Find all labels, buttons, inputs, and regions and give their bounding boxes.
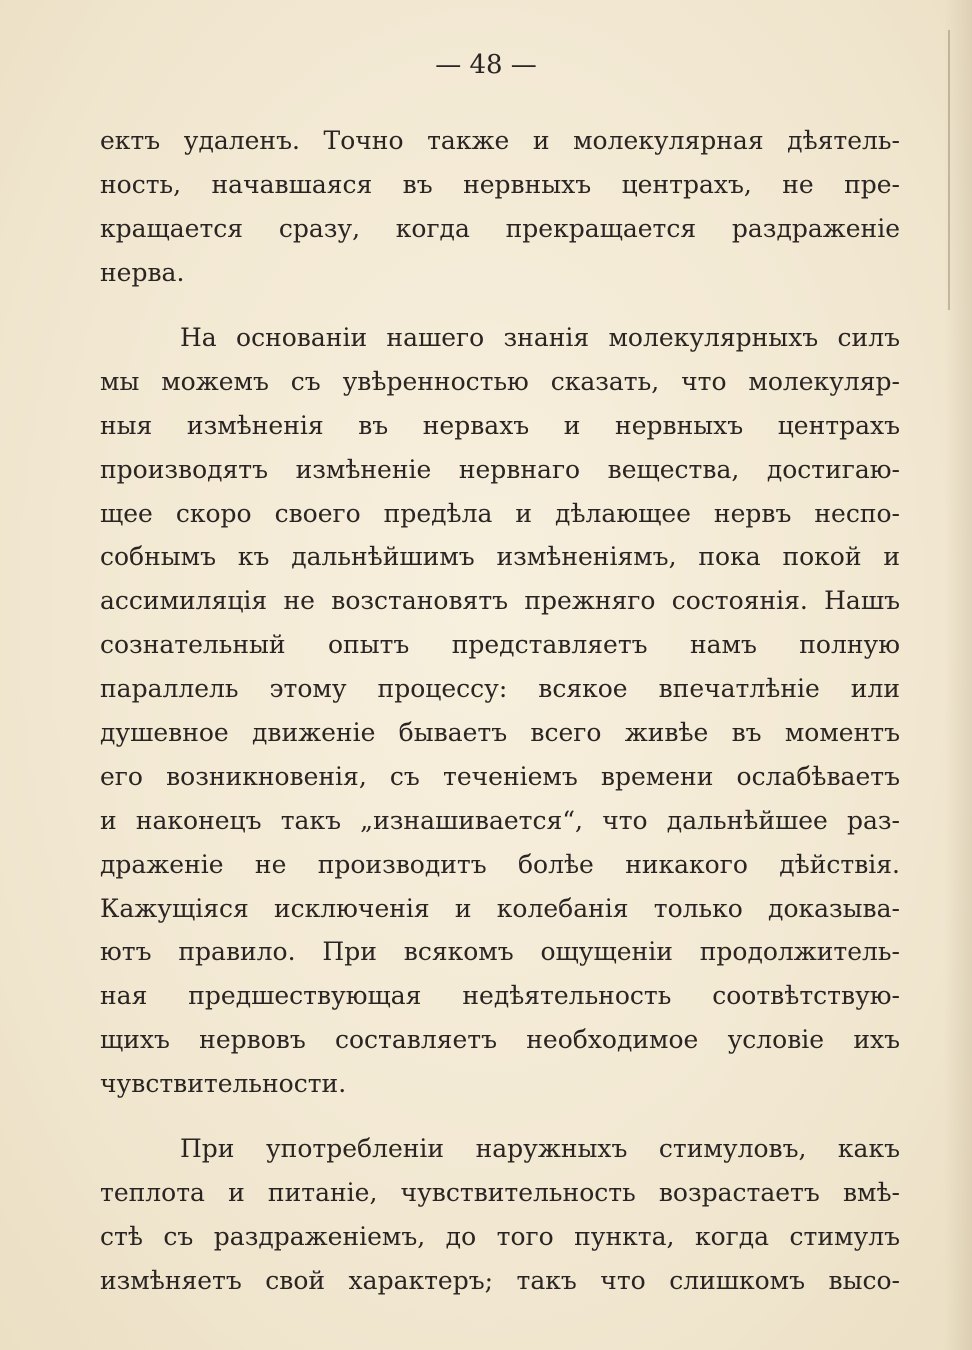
paragraph-1	[100, 119, 900, 295]
text-line: ектъ удаленъ. Точно также и молекулярная дѣятель-	[100, 126, 900, 155]
text-line: Кажущіяся исключенія и колебанія только доказыва-	[100, 893, 900, 923]
text-line: стѣ съ раздраженіемъ, до того пункта, когда стимулъ	[100, 1221, 900, 1251]
text-line: ныя измѣненія въ нервахъ и нервныхъ центрахъ	[100, 410, 900, 440]
text-line: измѣняетъ свой характеръ; такъ что слишкомъ высо-	[100, 1265, 900, 1295]
text-line: драженіе не производитъ болѣе никакого дѣйствія.	[100, 849, 900, 879]
text-line: чувствительности.	[100, 1069, 347, 1099]
page-number: — 48 —	[435, 50, 537, 80]
text-line: щее скоро своего предѣла и дѣлающее нервъ неспо-	[100, 498, 900, 528]
text-line: нерва.	[100, 257, 185, 287]
text-line: теплота и питаніе, чувствительность возрастаетъ вмѣ-	[100, 1177, 900, 1207]
text-line: ность, начавшаяся въ нервныхъ центрахъ, не пре-	[100, 169, 900, 199]
text-line: сознательный опытъ представляетъ намъ полную	[100, 630, 900, 660]
text-line: ютъ правило. При всякомъ ощущеніи продолжитель-	[100, 937, 900, 967]
text-line: параллель этому процессу: всякое впечатлѣніе или	[100, 674, 900, 704]
text-line: При употребленіи наружныхъ стимуловъ, какъ	[180, 1134, 900, 1163]
text-line: На основаніи нашего знанія молекулярныхъ силъ	[180, 323, 900, 352]
paragraph-2	[100, 316, 900, 1106]
text-line: щихъ нервовъ составляетъ необходимое условіе ихъ	[100, 1025, 900, 1055]
text-line: душевное движеніе бываетъ всего живѣе въ моментъ	[100, 718, 900, 748]
text-line: производятъ измѣненіе нервнаго вещества, достигаю-	[100, 454, 900, 484]
paragraph-3	[100, 1127, 900, 1303]
text-line: и наконецъ такъ „изнашивается“, что дальнѣйшее раз-	[100, 805, 900, 835]
text-line: мы можемъ съ увѣренностью сказать, что молекуляр-	[100, 366, 900, 396]
text-line: ная предшествующая недѣятельность соотвѣтствую-	[100, 981, 900, 1011]
text-line: собнымъ къ дальнѣйшимъ измѣненіямъ, пока покой и	[100, 542, 900, 572]
text-line: кращается сразу, когда прекращается раздраженіе	[100, 213, 900, 243]
text-line: его возникновенія, съ теченіемъ времени ослабѣваетъ	[100, 761, 900, 791]
text-line: ассимиляція не возстановятъ прежняго состоянія. Нашъ	[100, 586, 900, 616]
